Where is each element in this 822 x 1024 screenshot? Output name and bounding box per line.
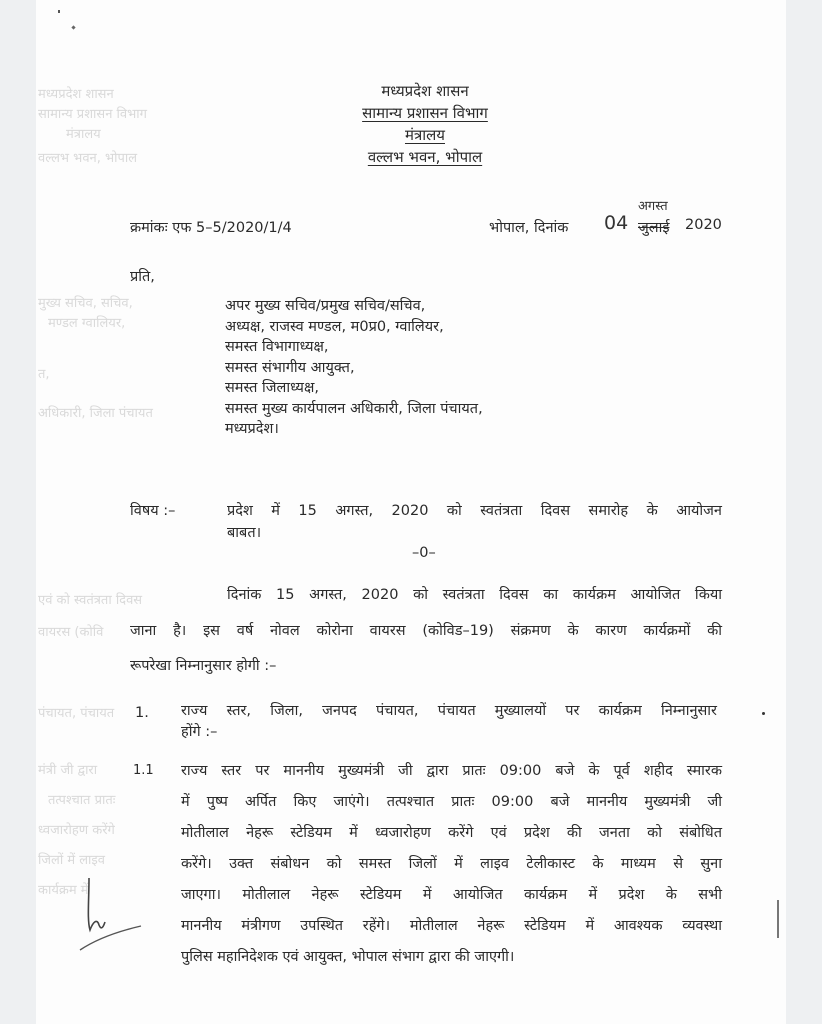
struck-month: जुलाई	[638, 220, 670, 236]
point-1-1-line: जाएगा। मोतीलाल नेहरू स्टेडियम में आयोजित कार्यक्रम में प्रदेश के सभी	[181, 887, 722, 903]
point-1-1-line: मोतीलाल नेहरू स्टेडियम में ध्वजारोहण करेंगे एवं प्रदेश की जनता को संबोधित	[181, 825, 722, 841]
ghost-line: अधिकारी, जिला पंचायत	[38, 406, 153, 421]
intro-line-1: दिनांक 15 अगस्त, 2020 को स्वतंत्रता दिवस का कार्यक्रम आयोजित किया	[227, 587, 722, 603]
point-1-1-line: पुलिस महानिदेशक एवं आयुक्त, भोपाल संभाग द्वारा की जाएगी।	[181, 949, 515, 965]
addressee-line: मध्यप्रदेश।	[225, 421, 279, 437]
letterhead-government: मध्यप्रदेश शासन	[381, 82, 469, 100]
ghost-line: ध्वजारोहण करेंगे	[38, 823, 115, 838]
subject-line-1: प्रदेश में 15 अगस्त, 2020 को स्वतंत्रता दिवस समारोह के आयोजन	[227, 503, 722, 519]
ghost-line: सामान्य प्रशासन विभाग	[38, 107, 147, 122]
handwritten-month: अगस्त	[638, 199, 668, 214]
ghost-line: मुख्य सचिव, सचिव,	[38, 296, 133, 311]
addressee-line: अपर मुख्य सचिव/प्रमुख सचिव/सचिव,	[225, 298, 426, 314]
ghost-line: वायरस (कोवि	[38, 625, 104, 640]
point-1-1-number: 1.1	[133, 763, 154, 778]
subject-label: विषय :–	[130, 503, 176, 519]
stray-dot	[762, 712, 765, 715]
intro-line-3: रूपरेखा निम्नानुसार होगी :–	[130, 658, 277, 674]
point-1-number: 1.	[135, 705, 149, 721]
ghost-line: कार्यक्रम में	[38, 883, 89, 898]
ghost-line: मंत्रालय	[66, 127, 101, 142]
reference-number: क्रमांकः एफ 5–5/2020/1/4	[130, 220, 292, 236]
addressee-line: समस्त जिलाध्यक्ष,	[225, 380, 319, 396]
subject-line-2: बाबत।	[227, 525, 262, 541]
speck	[58, 10, 60, 13]
letterhead-address: वल्लभ भवन, भोपाल	[367, 148, 483, 166]
ghost-line: मंत्री जी द्वारा	[38, 763, 98, 778]
date-year: 2020	[685, 217, 722, 233]
ghost-line: त,	[38, 367, 50, 382]
point-1-1-line: राज्य स्तर पर माननीय मुख्यमंत्री जी द्वारा प्रातः 09:00 बजे के पूर्व शहीद स्मारक	[181, 763, 722, 779]
intro-line-2: जाना है। इस वर्ष नोवल कोरोना वायरस (कोविड–19) संक्रमण के कारण कार्यक्रमों की	[130, 623, 722, 639]
addressee-line: समस्त संभागीय आयुक्त,	[225, 359, 355, 376]
ghost-line: वल्लभ भवन, भोपाल	[38, 151, 138, 166]
point-1-1-line: करेंगे। उक्त संबोधन को समस्त जिलों में लाइव टेलीकास्ट के माध्यम से सुना	[181, 856, 722, 872]
addressee-block	[225, 296, 483, 440]
addressee-line: समस्त मुख्य कार्यपालन अधिकारी, जिला पंचायत,	[225, 400, 483, 417]
margin-mark	[777, 900, 779, 938]
point-1-line-2: होंगे :–	[181, 724, 218, 740]
ghost-line: तत्पश्चात प्रातः	[48, 793, 116, 808]
point-1-1-line: में पुष्प अर्पित किए जाएंगे। तत्पश्चात प्रातः 09:00 बजे माननीय मुख्यमंत्री जी	[181, 794, 722, 810]
handwritten-initial-icon	[75, 870, 145, 960]
ghost-line: एवं को स्वतंत्रता दिवस	[38, 593, 143, 608]
point-1-1-line: माननीय मंत्रीगण उपस्थित रहेंगे। मोतीलाल नेहरू स्टेडियम में आवश्यक व्यवस्था	[181, 918, 722, 934]
ghost-line: पंचायत, पंचायत	[38, 706, 115, 721]
separator: –0–	[412, 545, 436, 561]
letterhead-department: सामान्य प्रशासन विभाग	[362, 104, 488, 122]
letterhead	[300, 80, 550, 168]
ghost-line: मध्यप्रदेश शासन	[38, 87, 114, 102]
ghost-line: मण्डल ग्वालियर,	[48, 316, 126, 331]
ghost-line: जिलों में लाइव	[38, 853, 106, 868]
point-1-line-1: राज्य स्तर, जिला, जनपद पंचायत, पंचायत मुख्यालयों पर कार्यक्रम निम्नानुसार	[181, 703, 717, 719]
salutation: प्रति,	[130, 269, 155, 285]
addressee-line: अध्यक्ष, राजस्व मण्डल, म0प्र0, ग्वालियर,	[225, 318, 444, 335]
handwritten-day: 04	[604, 212, 629, 234]
place-date-label: भोपाल, दिनांक	[489, 220, 569, 236]
letterhead-ministry: मंत्रालय	[404, 126, 445, 144]
addressee-line: समस्त विभागाध्यक्ष,	[225, 339, 329, 355]
